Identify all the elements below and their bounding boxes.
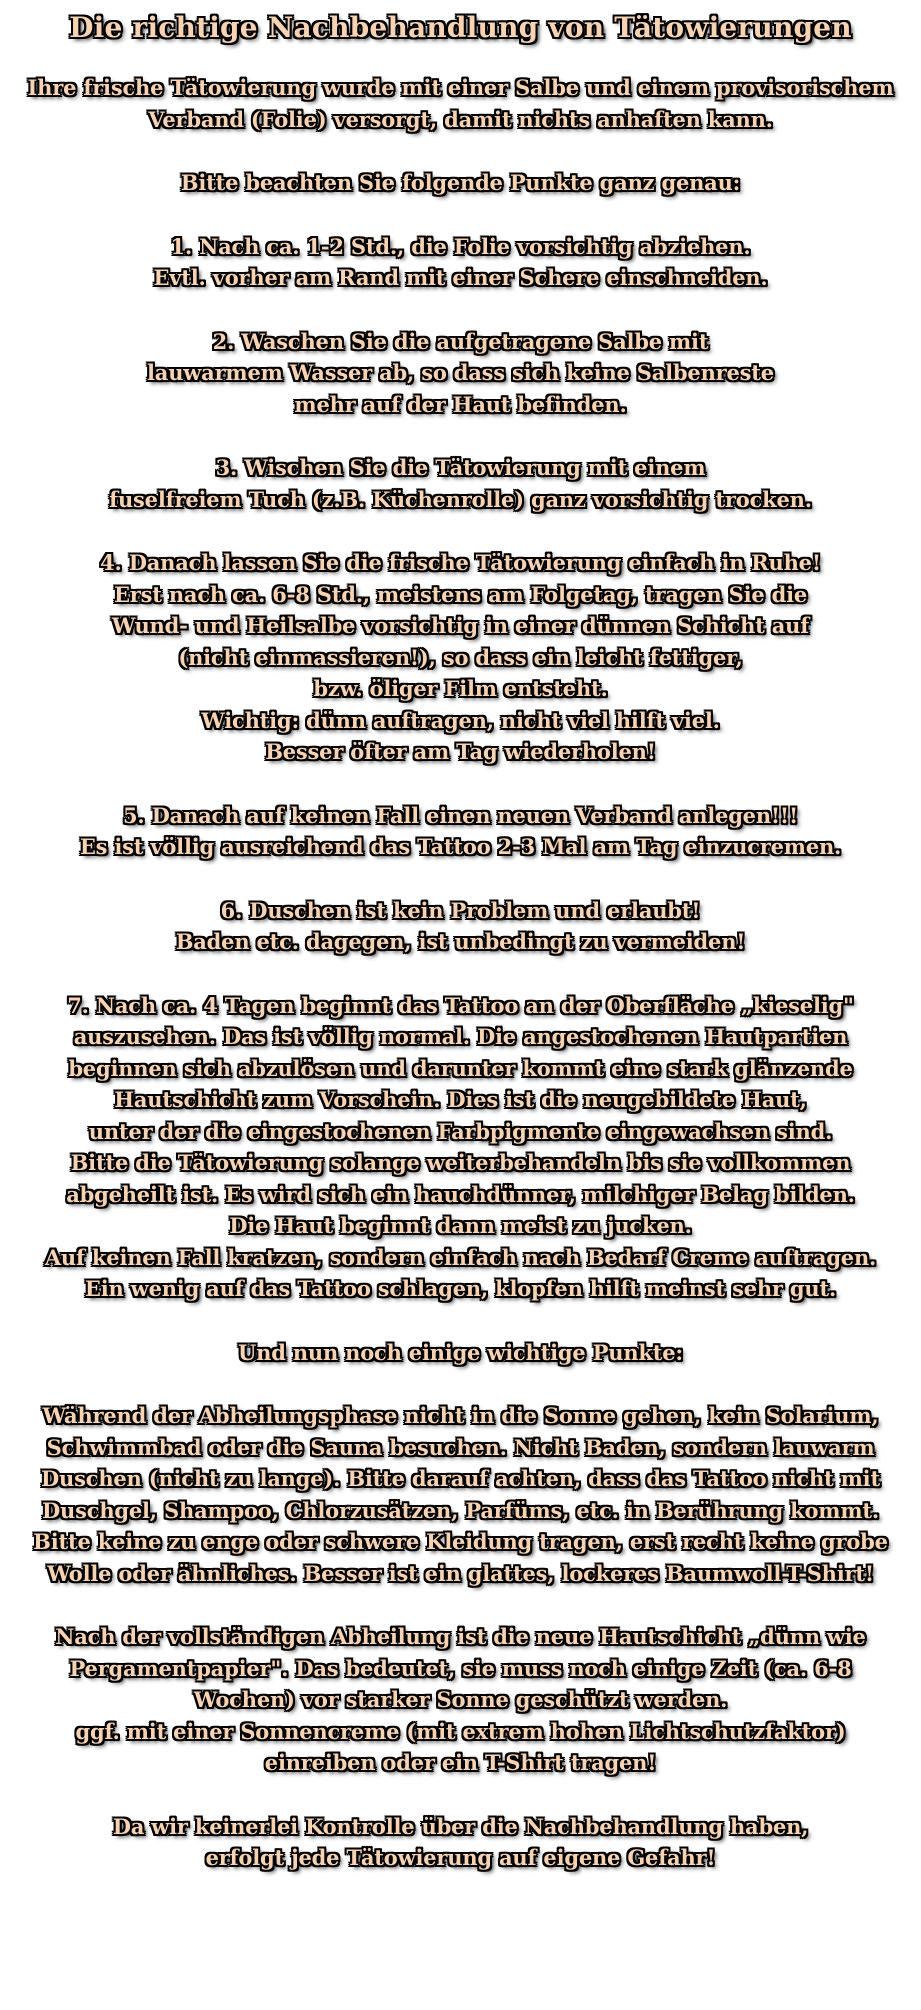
text-line: abgeheilt ist. Es wird sich ein hauchdünner, milchiger Belag bilden. <box>66 1181 855 1207</box>
text-line: Bitte beachten Sie folgende Punkte ganz genau: <box>180 170 741 195</box>
text-line: lauwarmem Wasser ab, so dass sich keine Salbenreste <box>147 360 774 385</box>
text-line: Baden etc. dagegen, ist unbedingt zu vermeiden! <box>175 929 746 954</box>
text-line: Evtl. vorher am Rand mit einer Schere einschneiden. <box>153 265 768 290</box>
text-block-step-5 <box>21 800 901 863</box>
text-line: Die Haut beginnt dann meist zu jucken. <box>229 1213 692 1238</box>
text-block-step-2 <box>21 326 901 421</box>
text-block-after-healing <box>21 1621 901 1779</box>
text-line: Bitte die Tätowierung solange weiterbehandeln bis sie vollkommen <box>70 1150 851 1175</box>
text-line: 7. Nach ca. 4 Tagen beginnt das Tattoo an der Oberfläche „kieselig" <box>67 992 854 1018</box>
text-block-instruction-heading <box>21 167 901 199</box>
text-line: Auf keinen Fall kratzen, sondern einfach nach Bedarf Creme auftragen. <box>44 1244 877 1270</box>
text-line: Und nun noch einige wichtige Punkte: <box>238 1339 683 1365</box>
text-line: Nach der vollständigen Abheilung ist die neue Hautschicht „dünn wie <box>55 1624 866 1649</box>
text-line: Da wir keinerlei Kontrolle über die Nachbehandlung haben, <box>112 1813 809 1839</box>
text-line: Bitte keine zu enge oder schwere Kleidung tragen, erst recht keine grobe <box>33 1529 888 1554</box>
text-block-healing-phase <box>21 1400 901 1589</box>
text-line: Während der Abheilungsphase nicht in die Sonne gehen, kein Solarium, <box>42 1403 879 1428</box>
text-line: Duschgel, Shampoo, Chlorzusätzen, Parfüms, etc. in Berührung kommt. <box>42 1497 879 1523</box>
text-line: Verband (Folie) versorgt, damit nichts anhaften kann. <box>148 106 773 132</box>
text-line: Wolle oder ähnliches. Besser ist ein glattes, lockeres Baumwoll-T-Shirt! <box>47 1560 874 1586</box>
text-line: Hautschicht zum Vorschein. Dies ist die neugebildete Haut, <box>114 1087 807 1112</box>
text-line: mehr auf der Haut befinden. <box>294 391 627 417</box>
text-line: Wochen) vor starker Sonne geschützt werden. <box>193 1687 728 1712</box>
text-block-disclaimer <box>21 1811 901 1874</box>
text-line: Es ist völlig ausreichend das Tattoo 2-3 Mal am Tag einzucremen. <box>79 834 842 859</box>
text-line: 4. Danach lassen Sie die frische Tätowierung einfach in Ruhe! <box>100 550 821 575</box>
text-block-step-7 <box>21 990 901 1305</box>
text-line: ggf. mit einer Sonnencreme (mit extrem hohen Lichtschutzfaktor) <box>75 1718 846 1744</box>
text-line: (nicht einmassieren!), so dass ein leicht fettiger, <box>178 644 743 670</box>
text-line: auszusehen. Das ist völlig normal. Die angestochenen Hautpartien <box>73 1024 848 1049</box>
text-line: 2. Waschen Sie die aufgetragene Salbe mit <box>212 328 709 354</box>
text-line: unter der die eingestochenen Farbpigmente eingewachsen sind. <box>88 1118 833 1144</box>
text-line: 5. Danach auf keinen Fall einen neuen Verband anlegen!!! <box>123 802 798 828</box>
text-line: Wichtig: dünn auftragen, nicht viel hilft viel. <box>201 707 720 733</box>
text-line: Erst nach ca. 6-8 Std., meistens am Folgetag, tragen Sie die <box>113 581 808 607</box>
text-block-intro <box>21 72 901 135</box>
text-line: Wund- und Heilsalbe vorsichtig in einer dünnen Schicht auf <box>111 613 810 638</box>
text-line: 6. Duschen ist kein Problem und erlaubt! <box>220 897 701 923</box>
text-line: Besser öfter am Tag wiederholen! <box>265 739 656 764</box>
aftercare-instructions <box>21 0 901 1874</box>
text-line: erfolgt jede Tätowierung auf eigene Gefahr! <box>205 1845 716 1870</box>
text-line: beginnen sich abzulösen und darunter kommt eine stark glänzende <box>68 1055 853 1081</box>
text-line: bzw. öliger Film entsteht. <box>313 676 608 701</box>
text-line: einreiben oder ein T-Shirt tragen! <box>264 1750 657 1775</box>
text-line: fuselfreiem Tuch (z.B. Küchenrolle) ganz vorsichtig trocken. <box>109 486 812 512</box>
text-block-important-heading <box>21 1337 901 1369</box>
text-block-step-4 <box>21 547 901 768</box>
text-line: Pergamentpapier". Das bedeutet, sie muss noch einige Zeit (ca. 6-8 <box>69 1655 852 1681</box>
text-line: Duschen (nicht zu lange). Bitte darauf achten, dass das Tattoo nicht mit <box>41 1466 880 1491</box>
page-title: Die richtige Nachbehandlung von Tätowierungen <box>69 11 852 44</box>
text-block-step-6 <box>21 895 901 958</box>
text-block-step-3 <box>21 452 901 515</box>
text-block-step-1 <box>21 231 901 294</box>
text-line: Ihre frische Tätowierung wurde mit einer Salbe und einem provisorischem <box>27 75 894 100</box>
text-line: 3. Wischen Sie die Tätowierung mit einem <box>215 455 706 480</box>
text-line: Ein wenig auf das Tattoo schlagen, klopfen hilft meinst sehr gut. <box>84 1276 837 1301</box>
text-line: 1. Nach ca. 1-2 Std., die Folie vorsichtig abziehen. <box>170 233 751 259</box>
text-line: Schwimmbad oder die Sauna besuchen. Nicht Baden, sondern lauwarm <box>46 1434 875 1460</box>
